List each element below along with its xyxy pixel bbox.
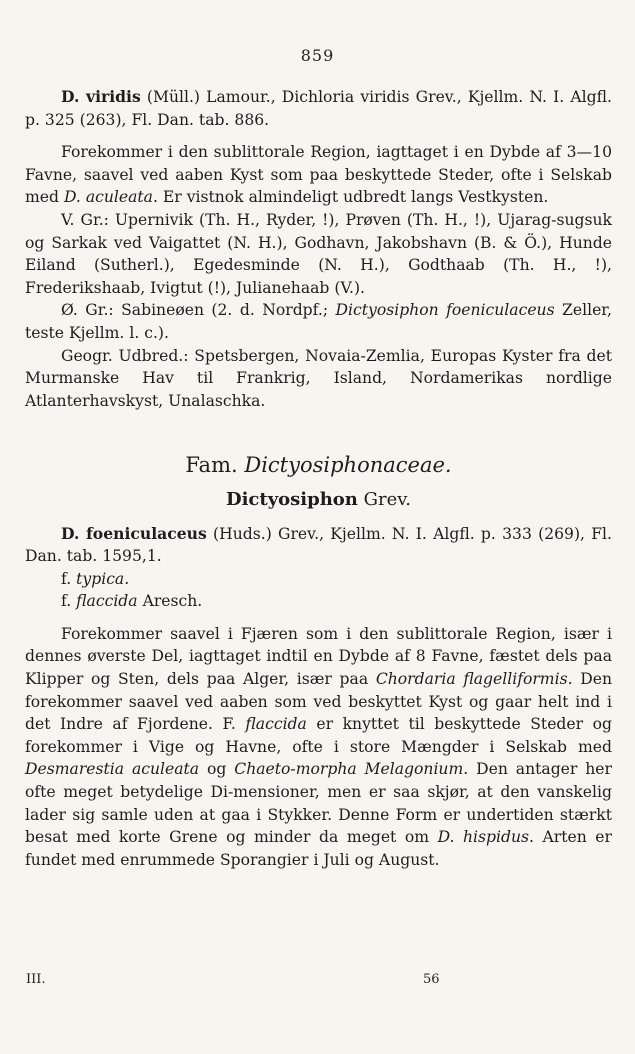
species-name: D. viridis xyxy=(61,87,141,106)
east-greenland-localities: Ø. Gr.: Sabineøen (2. d. Nordpf.; Dictyosiphon foeniculaceus Zeller, teste Kjellm. l. c.). xyxy=(25,301,612,342)
body-text xyxy=(25,86,612,871)
page-number: 859 xyxy=(300,46,335,65)
geographic-distribution: Geogr. Udbred.: Spetsbergen, Novaia-Zemlia, Europas Kyster fra det Murmanske Hav til Frankrig, Island, Nordamerikas nordlige Atlanterhavskyst, Unalaschka. xyxy=(25,346,612,410)
west-greenland-localities: V. Gr.: Upernivik (Th. H., Ryder, !), Prøven (Th. H., !), Ujarag-sugsuk og Sarkak ved Vaigattet (N. H.), Godhavn, Jakobshavn (B. & Ö.), Hunde Eiland (Sutherl.), Egedesminde (N. H.), Godthaab (Th. H., !), Frederikshaab, Ivigtut (!), Julianehaab (V.). xyxy=(25,210,612,297)
species-heading-viridis xyxy=(25,86,612,131)
species-name: D. foeniculaceus xyxy=(61,523,207,543)
sheet-number: 56 xyxy=(423,972,440,987)
occurrence-paragraph-2: Forekommer saavel i Fjæren som i den sublittorale Region, især i dennes øverste Del, iagttaget indtil en Dybde af 8 Favne, fæstet dels paa Klipper og Sten, dels paa Alger, især paa Chordaria flagelliformis. Den forekommer saavel ved aaben som ved beskyttet Kyst og gaar helt ind i det Indre af Fjordene. F. flaccida er knyttet til beskyttede Steder og forekommer i Vige og Havne, ofte i store Mængder i Selskab med Desmarestia aculeata og Chaeto-morpha Melagonium. Den antager her ofte meget betydelige Di-mensioner, men er saa skjør, at den vanskelig lader sig samle uden at gaa i Stykker. Denne Form er undertiden stærkt besat med korte Grene og minder da meget om D. hispidus. Arten er fundet med enrummede Sporangier i Juli og August. xyxy=(25,624,612,869)
genus-heading: Dictyosiphon Grev. xyxy=(225,488,412,510)
occurrence-paragraph: Forekommer i den sublittorale Region, iagttaget i en Dybde af 3—10 Favne, saavel ved aaben Kyst som paa beskyttede Steder, ofte i Selskab med D. aculeata. Er vistnok almindeligt udbredt langs Vestkysten. xyxy=(25,143,612,207)
species-citation: (Müll.) Lamour., Dichloria viridis Grev., Kjellm. N. I. Algfl. p. 325 (263), Fl. Dan. tab. 886. xyxy=(25,88,612,129)
signature-mark: III. xyxy=(26,972,46,987)
form-flaccida: f. flaccida Aresch. xyxy=(61,592,203,611)
family-heading: Fam. Dictyosiphonaceae. xyxy=(185,453,452,478)
form-typica: f. typica. xyxy=(61,569,130,588)
species-citation: (Huds.) Grev., Kjellm. N. I. Algfl. p. 333 (269), Fl. Dan. tab. 1595,1. xyxy=(25,524,612,566)
species-heading-foeniculaceus xyxy=(25,523,612,568)
